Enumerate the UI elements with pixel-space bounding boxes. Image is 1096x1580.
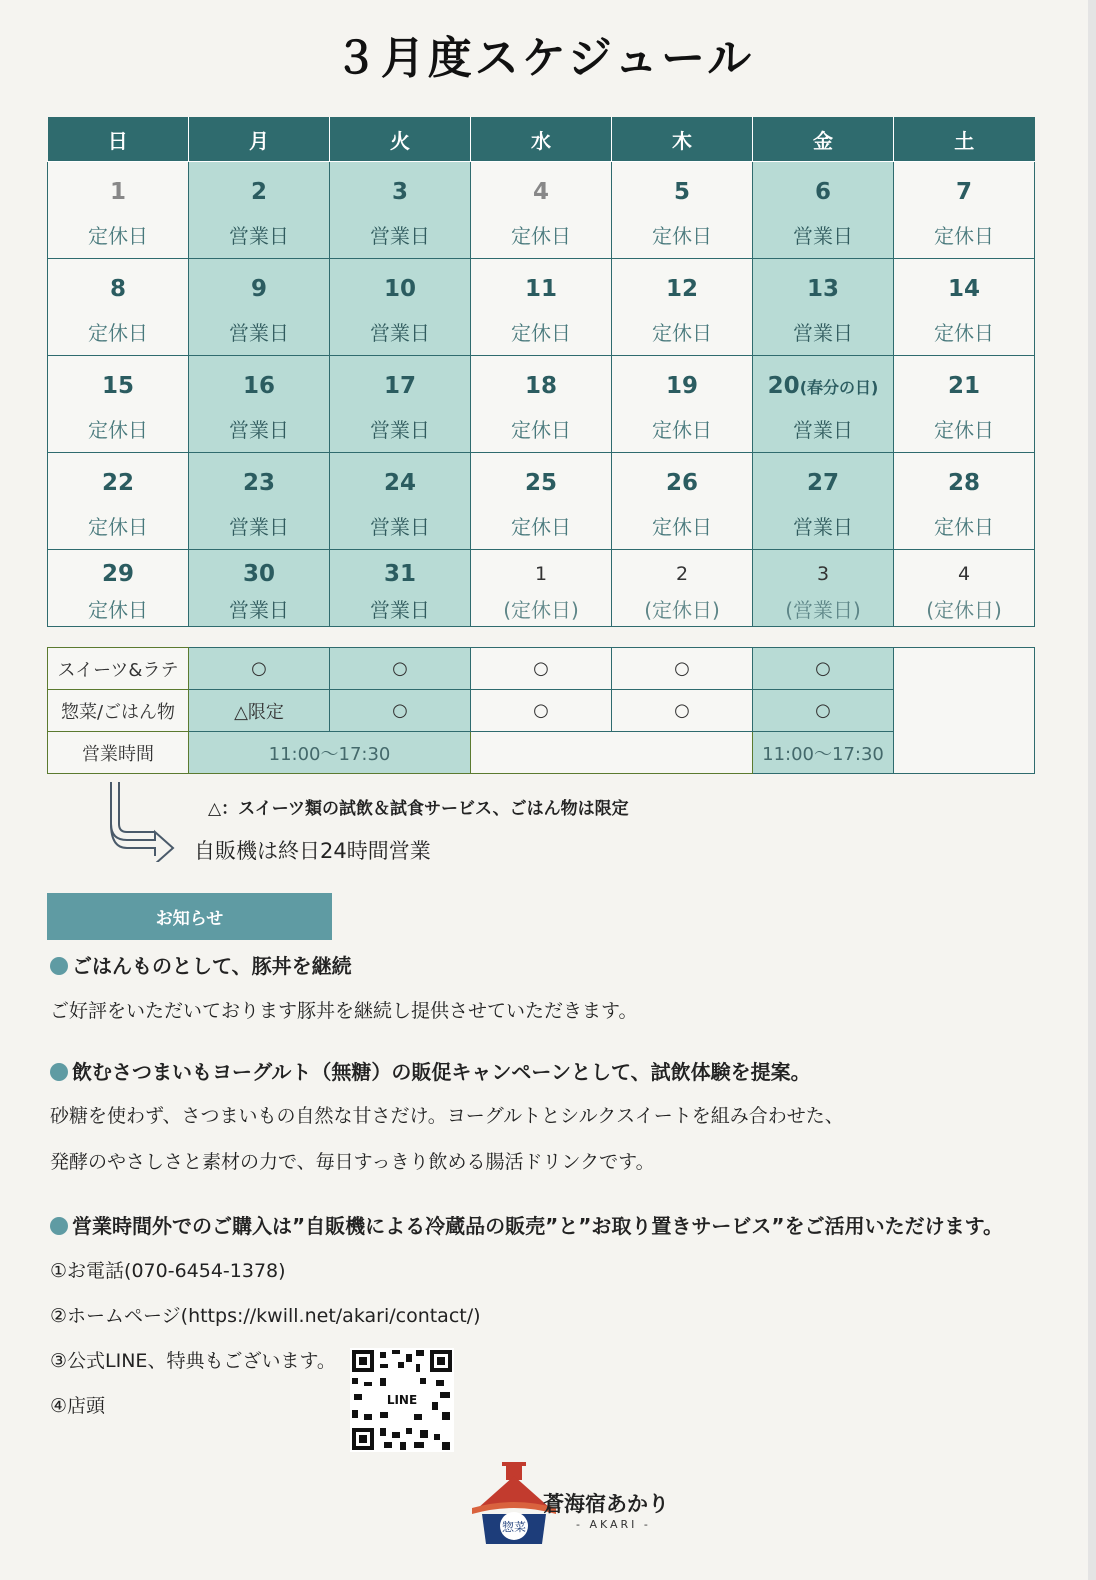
day-number: 4 (957, 563, 971, 585)
service-cell: ○ (753, 648, 894, 690)
calendar-day (471, 550, 612, 627)
calendar-day (894, 259, 1035, 356)
day-number: 10 (383, 276, 416, 302)
day-status: (定休日) (926, 598, 1002, 622)
day-number: 25 (524, 470, 557, 496)
day-number: 20(春分の日) (767, 373, 879, 399)
day-status: (営業日) (785, 598, 861, 622)
service-cell: ○ (612, 690, 753, 732)
service-saturday-blank (894, 648, 1035, 774)
notice-item-2-title: 飲むさつまいもヨーグルト（無糖）の販促キャンペーンとして、試飲体験を提案。 (50, 1056, 1070, 1085)
holiday-label: (春分の日) (799, 378, 879, 397)
weekday-header: 土 (894, 117, 1035, 162)
calendar-day (894, 162, 1035, 259)
calendar-day (189, 453, 330, 550)
bullet-icon (50, 1217, 68, 1235)
day-number: 15 (101, 373, 134, 399)
day-number: 28 (947, 470, 980, 496)
hours-label: 営業時間 (48, 732, 189, 774)
calendar-week (48, 550, 1035, 627)
weekday-header: 木 (612, 117, 753, 162)
day-number: 26 (665, 470, 698, 496)
day-number: 13 (806, 276, 839, 302)
service-row-sweets (48, 648, 1035, 690)
service-table (47, 647, 1035, 774)
day-number: 24 (383, 470, 416, 496)
day-number: 17 (383, 373, 416, 399)
calendar-day (471, 162, 612, 259)
line-qr-code-icon[interactable] (350, 1348, 454, 1452)
service-cell: ○ (189, 648, 330, 690)
notice-header: お知らせ (47, 893, 332, 940)
calendar-day (48, 259, 189, 356)
day-status: 営業日 (370, 515, 430, 539)
calendar-day (330, 162, 471, 259)
calendar-day (189, 162, 330, 259)
notice-item-1-title: ごはんものとして、豚丼を継続 (50, 950, 1070, 979)
curved-arrow-icon (105, 782, 185, 862)
calendar-day (753, 259, 894, 356)
day-number: 5 (673, 179, 690, 205)
weekday-header: 月 (189, 117, 330, 162)
day-status: 営業日 (793, 321, 853, 345)
calendar-day (189, 259, 330, 356)
weekday-header: 金 (753, 117, 894, 162)
day-status: 定休日 (88, 598, 148, 622)
day-status: 定休日 (934, 321, 994, 345)
weekday-header: 日 (48, 117, 189, 162)
service-cell: ○ (471, 648, 612, 690)
day-status: 営業日 (793, 418, 853, 442)
day-number: 6 (814, 179, 831, 205)
day-status: 営業日 (229, 321, 289, 345)
day-status: 定休日 (934, 418, 994, 442)
day-status: 定休日 (88, 418, 148, 442)
notice-item-3-title: 営業時間外でのご購入は”自販機による冷蔵品の販売”と”お取り置きサービス”をご活用いただけます。 (50, 1210, 1070, 1239)
day-status: 定休日 (934, 515, 994, 539)
day-number: 18 (524, 373, 557, 399)
calendar-day (330, 550, 471, 627)
service-cell: ○ (330, 648, 471, 690)
day-status: 定休日 (511, 224, 571, 248)
service-cell: ○ (612, 648, 753, 690)
day-number: 23 (242, 470, 275, 496)
hours-blank (471, 732, 753, 774)
day-status: 定休日 (88, 321, 148, 345)
calendar-day (753, 453, 894, 550)
day-status: 定休日 (652, 418, 712, 442)
day-status: (定休日) (503, 598, 579, 622)
calendar-day (753, 162, 894, 259)
page-title: ３月度スケジュール (333, 33, 755, 84)
day-number: 7 (955, 179, 972, 205)
calendar-day (894, 453, 1035, 550)
hours-mon-tue: 11:00〜17:30 (189, 732, 471, 774)
calendar-day (330, 356, 471, 453)
day-status: 営業日 (229, 224, 289, 248)
day-status: 定休日 (652, 224, 712, 248)
calendar-week (48, 356, 1035, 453)
calendar-day (753, 550, 894, 627)
calendar-day (48, 162, 189, 259)
day-status: (定休日) (644, 598, 720, 622)
service-label: 惣菜/ごはん物 (48, 690, 189, 732)
day-number: 2 (250, 179, 267, 205)
notice-item-1-body: ご好評をいただいております豚丼を継続し提供させていただきます。 (50, 1000, 638, 1022)
calendar-day (612, 162, 753, 259)
day-status: 営業日 (370, 598, 430, 622)
day-number: 14 (947, 276, 980, 302)
day-status: 営業日 (229, 418, 289, 442)
day-status: 定休日 (511, 321, 571, 345)
day-number: 16 (242, 373, 275, 399)
day-number: 8 (109, 276, 126, 302)
day-number: 4 (532, 179, 549, 205)
day-number: 31 (383, 561, 416, 587)
contact-line: ③公式LINE、特典もございます。 (50, 1350, 336, 1372)
day-number: 27 (806, 470, 839, 496)
calendar-week (48, 162, 1035, 259)
calendar-day (189, 550, 330, 627)
qr-line-label: LINE (386, 1393, 418, 1407)
bullet-icon (50, 1063, 68, 1081)
day-status: 定休日 (652, 321, 712, 345)
day-status: 定休日 (934, 224, 994, 248)
day-status: 営業日 (370, 418, 430, 442)
page-edge (1088, 0, 1096, 1580)
day-number: 2 (675, 563, 689, 585)
calendar-day (330, 453, 471, 550)
brand-name: 蒼海宿あかり (543, 1491, 669, 1516)
notice-item-2-body-1: 砂糖を使わず、さつまいもの自然な甘さだけ。ヨーグルトとシルクスイートを組み合わせた、 (50, 1105, 844, 1127)
day-status: 営業日 (793, 515, 853, 539)
day-number: 19 (665, 373, 698, 399)
contact-homepage[interactable]: ②ホームページ(https://kwill.net/akari/contact/) (50, 1305, 481, 1327)
calendar-day (612, 356, 753, 453)
day-number: 29 (101, 561, 134, 587)
calendar-day (471, 259, 612, 356)
service-cell: ○ (753, 690, 894, 732)
day-status: 定休日 (511, 418, 571, 442)
day-number: 11 (524, 276, 557, 302)
day-status: 営業日 (793, 224, 853, 248)
day-number: 12 (665, 276, 698, 302)
hours-fri: 11:00〜17:30 (753, 732, 894, 774)
day-status: 営業日 (370, 224, 430, 248)
calendar-day (612, 453, 753, 550)
calendar-day (330, 259, 471, 356)
weekday-header: 火 (330, 117, 471, 162)
calendar-day (189, 356, 330, 453)
calendar-day (612, 259, 753, 356)
contact-phone: ①お電話(070-6454-1378) (50, 1260, 286, 1282)
day-number: 9 (250, 276, 267, 302)
day-status: 定休日 (511, 515, 571, 539)
day-status: 営業日 (370, 321, 430, 345)
calendar-day (612, 550, 753, 627)
day-number: 30 (242, 561, 275, 587)
bullet-icon (50, 957, 68, 975)
calendar-day (48, 453, 189, 550)
calendar-day (753, 356, 894, 453)
calendar-day (48, 550, 189, 627)
day-number: 3 (391, 179, 408, 205)
notice-item-2-body-2: 発酵のやさしさと素材の力で、毎日すっきり飲める腸活ドリンクです。 (50, 1151, 655, 1173)
service-row-meals (48, 690, 1035, 732)
calendar-week (48, 453, 1035, 550)
weekday-header: 水 (471, 117, 612, 162)
day-number: 21 (947, 373, 980, 399)
day-status: 定休日 (88, 224, 148, 248)
day-status: 営業日 (229, 598, 289, 622)
service-label: スイーツ&ラテ (48, 648, 189, 690)
triangle-note: △：スイーツ類の試飲＆試食サービス、ごはん物は限定 (208, 799, 629, 819)
service-row-hours (48, 732, 1035, 774)
calendar-day (471, 453, 612, 550)
day-number: 22 (101, 470, 134, 496)
calendar-day (894, 356, 1035, 453)
service-cell: △限定 (189, 690, 330, 732)
day-status: 定休日 (652, 515, 712, 539)
calendar-day (48, 356, 189, 453)
calendar-week (48, 259, 1035, 356)
day-status: 営業日 (229, 515, 289, 539)
day-number: 1 (534, 563, 548, 585)
logo-badge-text: 惣菜 (501, 1520, 527, 1534)
day-number: 1 (109, 179, 126, 205)
schedule-calendar (47, 117, 1035, 627)
contact-store: ④店頭 (50, 1395, 106, 1417)
calendar-day (894, 550, 1035, 627)
service-cell: ○ (471, 690, 612, 732)
calendar-day (471, 356, 612, 453)
service-cell: ○ (330, 690, 471, 732)
vending-note: 自販機は終日24時間営業 (194, 839, 431, 863)
day-number: 3 (816, 563, 830, 585)
day-status: 定休日 (88, 515, 148, 539)
brand-sub: - AKARI - (576, 1518, 651, 1531)
